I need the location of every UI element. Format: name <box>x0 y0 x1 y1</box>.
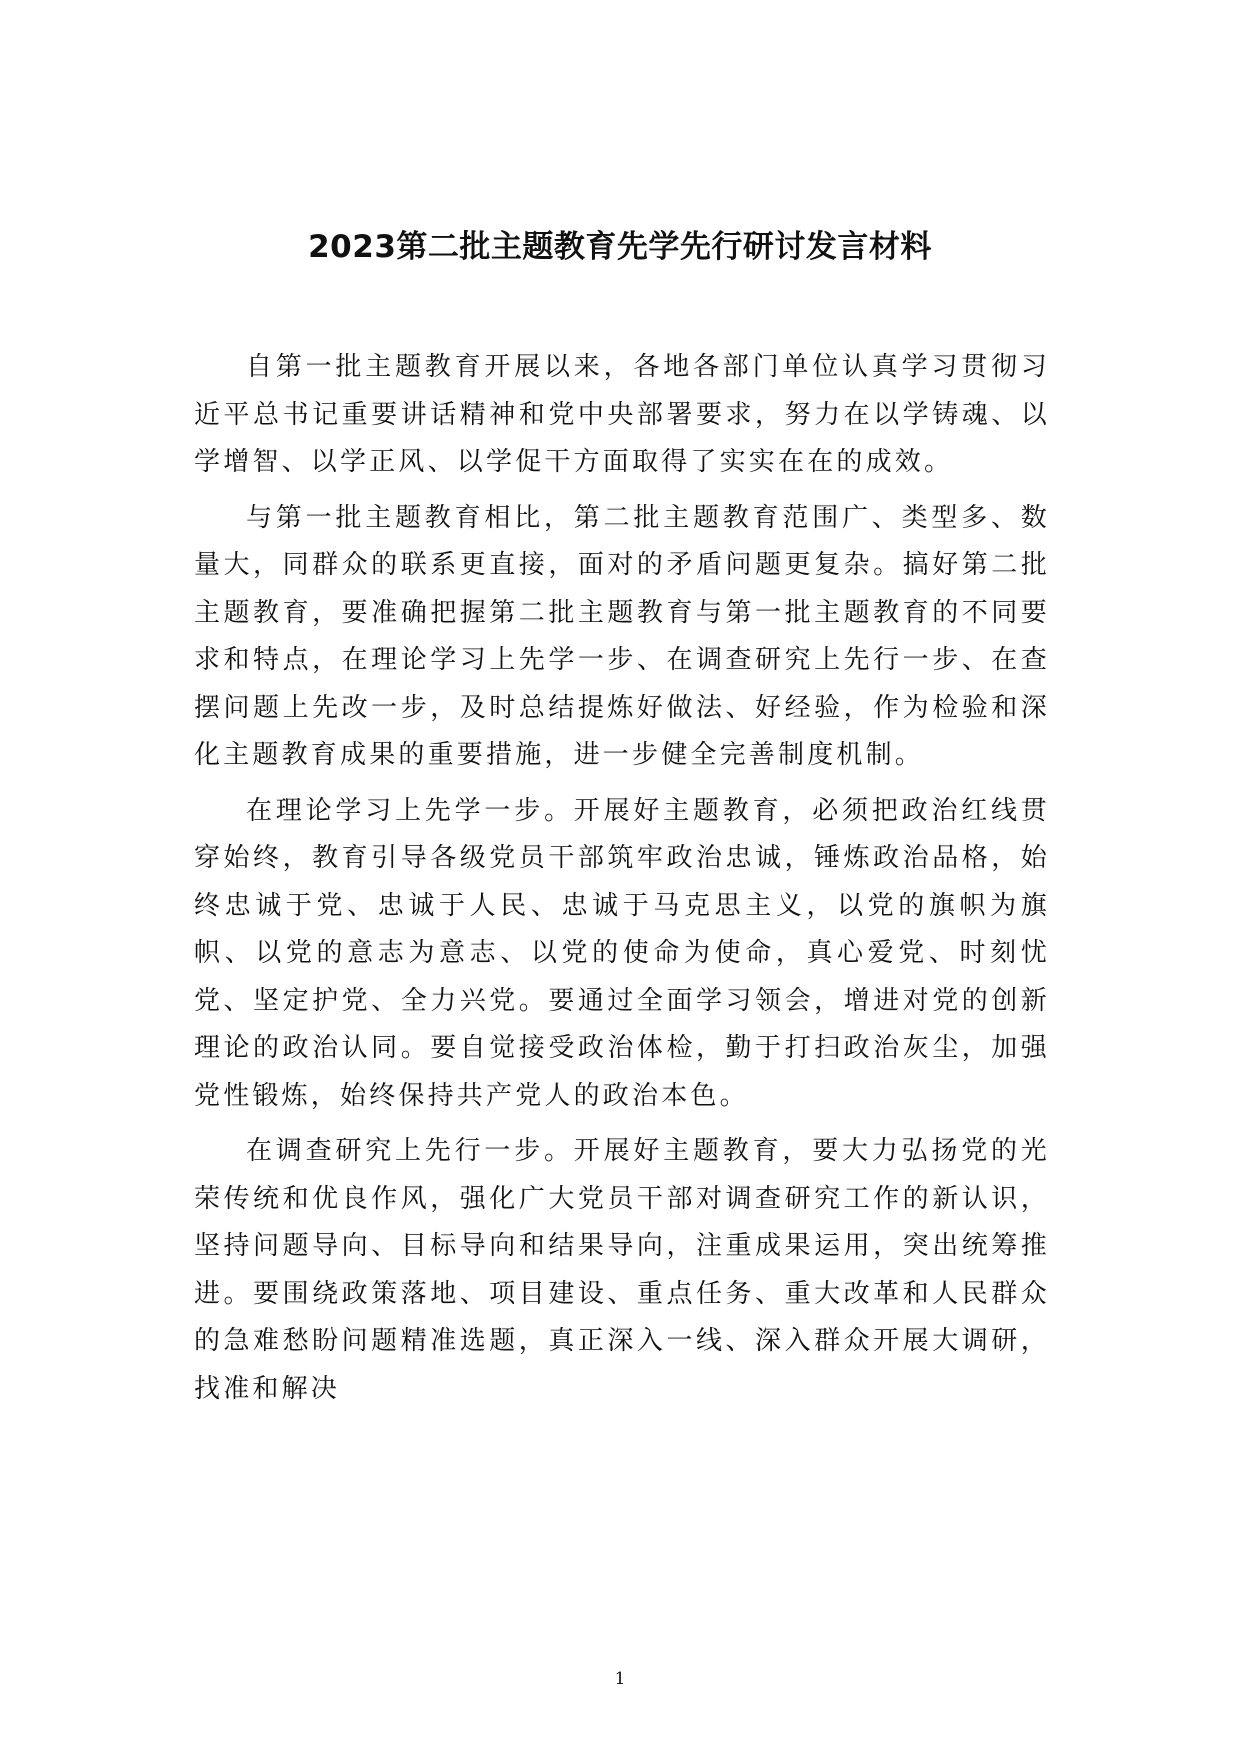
paragraph-4: 在调查研究上先行一步。开展好主题教育，要大力弘扬党的光荣传统和优良作风，强化广大党员干部对调查研究工作的新认识，坚持问题导向、目标导向和结果导向，注重成果运用，突出统筹推进。要围绕政策落地、项目建设、重点任务、重大改革和人民群众的急难愁盼问题精准选题，真正深入一线、深入群众开展大调研，找准和解决 <box>194 1136 1050 1404</box>
paragraph-3: 在理论学习上先学一步。开展好主题教育，必须把政治红线贯穿始终，教育引导各级党员干部筑牢政治忠诚，锤炼政治品格，始终忠诚于党、忠诚于人民、忠诚于马克思主义，以党的旗帜为旗帜、以党的意志为意志、以党的使命为使命，真心爱党、时刻忧党、坚定护党、全力兴党。要通过全面学习领会，增进对党的创新理论的政治认同。要自觉接受政治体检，勤于打扫政治灰尘，加强党性锻炼，始终保持共产党人的政治本色。 <box>194 795 1050 1111</box>
paragraph-1: 自第一批主题教育开展以来，各地各部门单位认真学习贯彻习近平总书记重要讲话精神和党中央部署要求，努力在以学铸魂、以学增智、以学正风、以学促干方面取得了实实在在的成效。 <box>194 352 1050 477</box>
document-title: 2023第二批主题教育先学先行研讨发言材料 <box>308 229 932 265</box>
document-body <box>194 344 1050 1421</box>
paragraph-2: 与第一批主题教育相比，第二批主题教育范围广、类型多、数量大，同群众的联系更直接，面对的矛盾问题更复杂。搞好第二批主题教育，要准确把握第二批主题教育与第一批主题教育的不同要求和特点，在理论学习上先学一步、在调查研究上先行一步、在查摆问题上先改一步，及时总结提炼好做法、好经验，作为检验和深化主题教育成果的重要措施，进一步健全完善制度机制。 <box>194 502 1050 770</box>
page-number: 1 <box>614 1669 626 1689</box>
